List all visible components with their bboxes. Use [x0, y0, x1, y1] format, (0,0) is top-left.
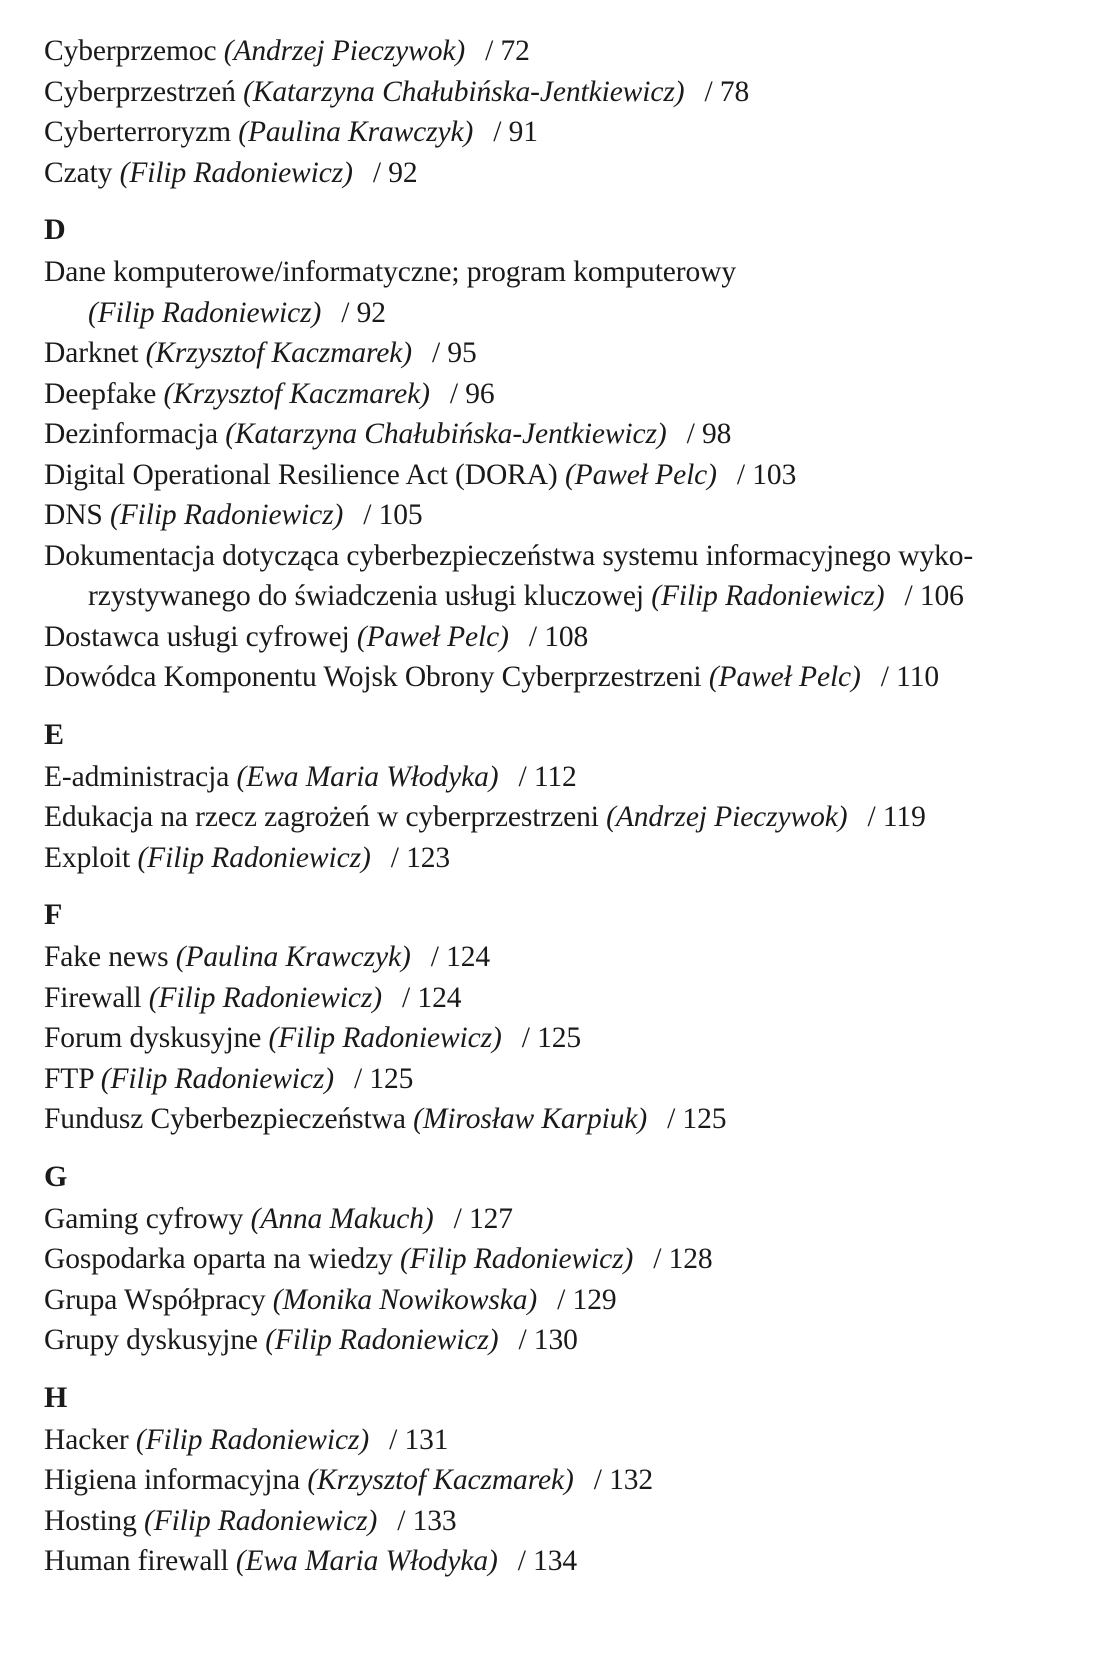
index-entry — [44, 252, 1064, 333]
entry-page: / 72 — [485, 35, 530, 67]
index-entry — [44, 797, 1064, 838]
entry-term-continuation: rzystywanego do świadczenia usługi kluczowej — [88, 580, 644, 612]
entry-page: / 92 — [341, 296, 386, 329]
entry-page: / 125 — [667, 1103, 727, 1135]
entry-continuation — [44, 576, 1064, 617]
entry-page: / 103 — [736, 458, 797, 491]
entry-term: Firewall — [44, 981, 142, 1014]
entry-term: DNS — [44, 499, 103, 531]
entry-author: (Filip Radoniewicz) — [119, 156, 353, 189]
entry-author: (Paweł Pelc) — [564, 458, 717, 491]
entry-term: Grupy dyskusyjne — [44, 1324, 258, 1356]
entry-page: / 96 — [449, 377, 495, 410]
entry-page: / 124 — [402, 981, 462, 1014]
index-entry — [44, 414, 1064, 455]
index-entry — [44, 1239, 1064, 1280]
index-entry — [44, 1280, 1064, 1321]
entry-page: / 127 — [453, 1202, 513, 1235]
entry-term: Dane komputerowe/informatyczne; program komputerowy — [44, 256, 737, 288]
entry-author: (Paulina Krawczyk) — [238, 116, 474, 148]
entry-page: / 129 — [557, 1283, 617, 1316]
entry-author: (Katarzyna Chałubińska-Jentkiewicz) — [225, 418, 667, 450]
entry-page: / 108 — [528, 620, 589, 653]
entry-term: Gaming cyfrowy — [44, 1202, 244, 1235]
index-entry — [44, 1420, 1064, 1461]
entry-page: / 132 — [593, 1464, 654, 1496]
index-entry — [44, 1460, 1064, 1501]
index-entry — [44, 838, 1064, 879]
entry-page: / 130 — [518, 1324, 578, 1356]
entry-author: (Filip Radoniewicz) — [100, 1062, 334, 1095]
entry-term: Gospodarka oparta na wiedzy — [44, 1243, 393, 1275]
entry-author: (Filip Radoniewicz) — [144, 1504, 378, 1537]
index-entry — [44, 978, 1064, 1019]
index-entry — [44, 1501, 1064, 1542]
index-section-c — [44, 31, 1064, 193]
entry-page: / 98 — [686, 418, 732, 450]
entry-term: Hacker — [44, 1423, 129, 1456]
entry-author: (Filip Radoniewicz) — [110, 499, 344, 531]
section-letter: H — [44, 1380, 68, 1414]
entry-term: Fundusz Cyberbezpieczeństwa — [44, 1103, 406, 1135]
entry-author: (Andrzej Pieczywok) — [606, 801, 848, 833]
entry-page: / 106 — [904, 580, 964, 612]
entry-page: / 124 — [430, 941, 491, 973]
entry-author: (Ewa Maria Włodyka) — [236, 760, 499, 793]
entry-author: (Krzysztof Kaczmarek) — [145, 337, 412, 369]
entry-author: (Krzysztof Kaczmarek) — [163, 377, 430, 410]
entry-term: Exploit — [44, 841, 131, 874]
entry-author: (Monika Nowikowska) — [272, 1283, 538, 1316]
index-entry — [44, 536, 1064, 617]
entry-page: / 91 — [493, 116, 538, 148]
index-entry — [44, 937, 1064, 978]
entry-term: Darknet — [44, 337, 139, 369]
index-entry — [44, 617, 1064, 658]
entry-author: (Filip Radoniewicz) — [265, 1324, 499, 1356]
entry-term: Deepfake — [44, 377, 157, 410]
entry-term: Human firewall — [44, 1545, 229, 1577]
entry-author: (Filip Radoniewicz) — [137, 841, 371, 874]
entry-author: (Andrzej Pieczywok) — [223, 35, 466, 67]
index-entry — [44, 112, 1064, 153]
index-entry — [44, 374, 1064, 415]
entry-page: / 112 — [518, 760, 577, 793]
entry-continuation — [44, 293, 1064, 334]
index-entry — [44, 1541, 1064, 1582]
index-entry — [44, 1059, 1064, 1100]
index-entry — [44, 1199, 1064, 1240]
index-section-d — [44, 214, 1064, 698]
index-section-g — [44, 1161, 1064, 1361]
entry-term: FTP — [44, 1062, 94, 1095]
entry-term: Hosting — [44, 1504, 137, 1537]
entry-term: Dostawca usługi cyfrowej — [44, 620, 350, 653]
entry-term: Dokumentacja dotycząca cyberbezpieczeństwa systemu informacyjnego wyko- — [44, 539, 974, 572]
entry-term: Cyberprzemoc — [44, 35, 217, 67]
entry-term: Czaty — [44, 156, 113, 189]
entry-term: Grupa Współpracy — [44, 1283, 266, 1316]
entry-term: Edukacja na rzecz zagrożeń w cyberprzestrzeni — [44, 801, 599, 833]
index-entry — [44, 657, 1064, 698]
entry-term: E-administracja — [44, 760, 230, 793]
entry-page: / 119 — [867, 801, 926, 833]
index-section-f — [44, 899, 1064, 1140]
index-entry — [44, 757, 1064, 798]
entry-term: Fake news — [44, 941, 169, 973]
entry-page: / 133 — [397, 1504, 457, 1537]
entry-author: (Paweł Pelc) — [356, 620, 509, 653]
index-entry — [44, 455, 1064, 496]
index-entry — [44, 1018, 1064, 1059]
entry-author: (Filip Radoniewicz) — [88, 296, 322, 329]
section-letter: F — [44, 898, 63, 931]
entry-page: / 125 — [353, 1062, 414, 1095]
index-entry — [44, 72, 1064, 113]
index-entry — [44, 31, 1064, 72]
entry-author: (Filip Radoniewicz) — [400, 1243, 634, 1275]
index-entry — [44, 153, 1064, 194]
entry-term: Dowódca Komponentu Wojsk Obrony Cyberprzestrzeni — [44, 661, 702, 693]
entry-page: / 134 — [517, 1545, 578, 1577]
entry-author: (Paulina Krawczyk) — [175, 941, 411, 973]
section-letter: D — [44, 213, 66, 246]
entry-author: (Anna Makuch) — [250, 1202, 434, 1235]
entry-page: / 128 — [653, 1243, 713, 1275]
entry-page: / 110 — [880, 661, 940, 693]
entry-term: Higiena informacyjna — [44, 1464, 301, 1496]
index-entry — [44, 495, 1064, 536]
entry-page: / 125 — [521, 1022, 582, 1054]
entry-author: (Paweł Pelc) — [708, 661, 861, 693]
index-section-h — [44, 1382, 1064, 1582]
index-section-e — [44, 719, 1064, 879]
entry-author: (Krzysztof Kaczmarek) — [307, 1464, 574, 1496]
entry-author: (Katarzyna Chałubińska-Jentkiewicz) — [243, 75, 685, 108]
index-page — [44, 31, 1064, 1582]
entry-page: / 105 — [363, 499, 423, 531]
entry-term: Dezinformacja — [44, 418, 218, 450]
entry-author: (Filip Radoniewicz) — [148, 981, 383, 1014]
entry-author: (Mirosław Karpiuk) — [413, 1103, 648, 1135]
section-letter: E — [44, 717, 65, 751]
entry-author: (Filip Radoniewicz) — [268, 1022, 502, 1054]
entry-page: / 78 — [704, 75, 750, 108]
entry-term: Digital Operational Resilience Act (DORA) — [44, 458, 558, 491]
entry-term: Forum dyskusyjne — [44, 1022, 262, 1054]
index-entry — [44, 333, 1064, 374]
entry-page: / 123 — [390, 841, 451, 874]
index-entry — [44, 1099, 1064, 1140]
entry-author: (Filip Radoniewicz) — [651, 580, 885, 612]
entry-author: (Ewa Maria Włodyka) — [235, 1545, 498, 1577]
entry-term: Cyberprzestrzeń — [44, 75, 236, 108]
entry-page: / 131 — [389, 1423, 449, 1456]
entry-page: / 95 — [431, 337, 477, 369]
entry-term: Cyberterroryzm — [44, 116, 231, 148]
entry-author: (Filip Radoniewicz) — [135, 1423, 370, 1456]
index-entry — [44, 1320, 1064, 1361]
entry-page: / 92 — [372, 156, 418, 189]
section-letter: G — [44, 1159, 68, 1193]
